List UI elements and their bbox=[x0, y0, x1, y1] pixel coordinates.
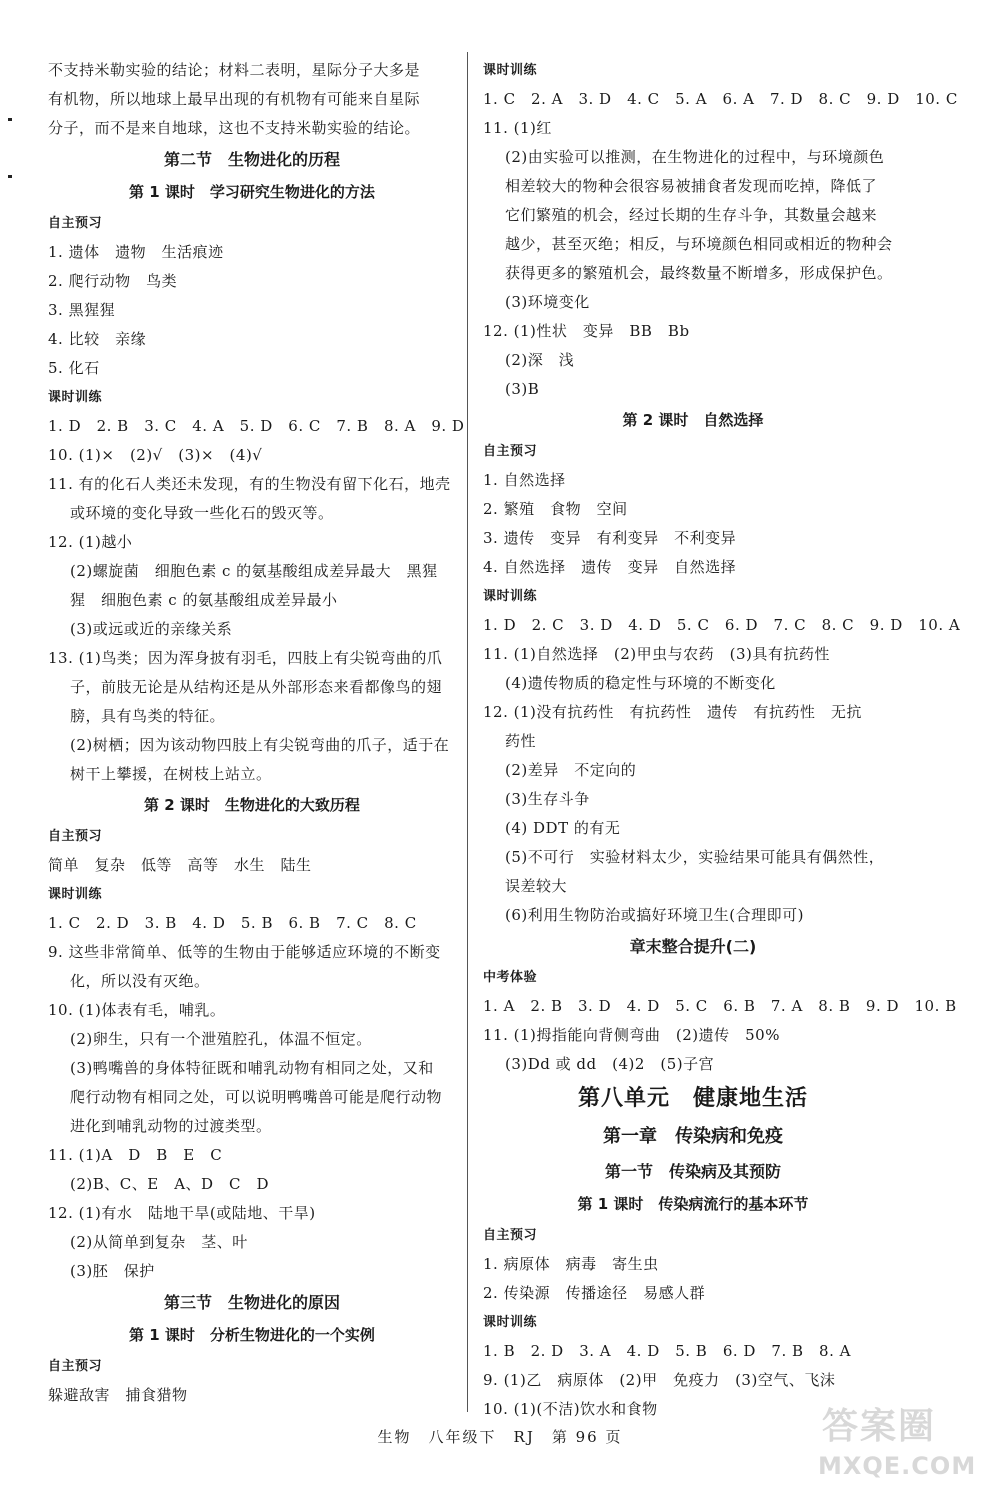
answer-line-indent: (3)胚 保护 bbox=[70, 1262, 155, 1280]
page-footer: 生物 八年级下 RJ 第 96 页 bbox=[377, 1428, 623, 1446]
section-label: 自主预习 bbox=[483, 1228, 538, 1243]
answer-line: 4. 自然选择 遗传 变异 自然选择 bbox=[483, 558, 737, 576]
answer-line-indent: (4)遗传物质的稳定性与环境的不断变化 bbox=[505, 674, 776, 692]
answer-line: 10. (1)× (2)√ (3)× (4)√ bbox=[48, 446, 263, 464]
answer-line-indent: 树干上攀援，在树枝上站立。 bbox=[70, 765, 272, 783]
answer-line: 10. (1)(不洁)饮水和食物 bbox=[483, 1400, 658, 1418]
column-divider bbox=[467, 52, 468, 1412]
answer-line: 12. (1)有水 陆地干旱(或陆地、干旱) bbox=[48, 1204, 316, 1222]
answer-line: 不支持米勒实验的结论；材料二表明，星际分子大多是 bbox=[48, 61, 421, 79]
section-label: 自主预习 bbox=[48, 1359, 103, 1374]
answer-line: 4. 比较 亲缘 bbox=[48, 330, 147, 348]
watermark-url: MXQE.COM bbox=[818, 1452, 977, 1480]
section-heading: 章末整合提升(二) bbox=[629, 937, 757, 956]
answer-line-indent: (3)B bbox=[505, 380, 540, 398]
answer-line: 11. 有的化石人类还未发现，有的生物没有留下化石，地壳 bbox=[48, 475, 451, 493]
section-label: 课时训练 bbox=[483, 63, 538, 78]
answer-line-indent: (5)不可行 实验材料太少，实验结果可能具有偶然性， bbox=[505, 848, 885, 866]
answer-line-indent: (2)卵生，只有一个泄殖腔孔，体温不恒定。 bbox=[70, 1030, 372, 1048]
answer-line-indent: 越少，甚至灭绝；相反，与环境颜色相同或相近的物种会 bbox=[505, 235, 893, 253]
answer-line-indent: 膀，具有鸟类的特征。 bbox=[70, 707, 226, 725]
answer-line-indent: 相差较大的物种会很容易被捕食者发现而吃掉，降低了 bbox=[505, 177, 878, 195]
answer-line-indent: (2)从简单到复杂 茎、叶 bbox=[70, 1233, 248, 1251]
watermark bbox=[812, 1398, 992, 1493]
answer-line-indent: 获得更多的繁殖机会，最终数量不断增多，形成保护色。 bbox=[505, 264, 893, 282]
left-column bbox=[48, 56, 465, 1410]
answer-line: 12. (1)越小 bbox=[48, 533, 133, 551]
answer-line-indent: 或环境的变化导致一些化石的毁灭等。 bbox=[70, 504, 334, 522]
answer-line-indent: (2)螺旋菌 细胞色素 c 的氨基酸组成差异最大 黑猩 bbox=[70, 562, 438, 580]
lesson-heading: 第 1 课时 传染病流行的基本环节 bbox=[577, 1195, 809, 1213]
answer-line-indent: (3)生存斗争 bbox=[505, 790, 590, 808]
answer-line: 12. (1)性状 变异 BB Bb bbox=[483, 322, 690, 340]
answer-line-indent: 子，前肢无论是从结构还是从外部形态来看都像鸟的翅 bbox=[70, 678, 443, 696]
answer-line: 10. (1)体表有毛，哺乳。 bbox=[48, 1001, 226, 1019]
answer-line-indent: 爬行动物有相同之处，可以说明鸭嘴兽可能是爬行动物 bbox=[70, 1088, 443, 1106]
answer-line-indent: (2)深 浅 bbox=[505, 351, 575, 369]
answer-line-indent: (2)由实验可以推测，在生物进化的过程中，与环境颜色 bbox=[505, 148, 885, 166]
answer-line: 11. (1)自然选择 (2)甲虫与农药 (3)具有抗药性 bbox=[483, 645, 830, 663]
answer-line: 1. A 2. B 3. D 4. D 5. C 6. B 7. A 8. B 9. D 10. B bbox=[483, 997, 957, 1015]
section-label: 课时训练 bbox=[48, 887, 103, 902]
answer-line: 13. (1)鸟类；因为浑身披有羽毛，四肢上有尖锐弯曲的爪 bbox=[48, 649, 443, 667]
answer-line: 有机物，所以地球上最早出现的有机物有可能来自星际 bbox=[48, 90, 421, 108]
lesson-heading: 第 1 课时 分析生物进化的一个实例 bbox=[129, 1326, 375, 1344]
answer-line: 3. 黑猩猩 bbox=[48, 301, 116, 319]
answer-line: 12. (1)没有抗药性 有抗药性 遗传 有抗药性 无抗 bbox=[483, 703, 862, 721]
answer-line-indent: (4) DDT 的有无 bbox=[505, 819, 621, 837]
answer-line: 1. 遗体 遗物 生活痕迹 bbox=[48, 243, 224, 261]
section-label: 自主预习 bbox=[48, 216, 103, 231]
answer-line: 躲避敌害 捕食猎物 bbox=[48, 1386, 188, 1404]
answer-line: 11. (1)A D B E C bbox=[48, 1146, 223, 1164]
answer-line: 分子，而不是来自地球，这也不支持米勒实验的结论。 bbox=[48, 119, 421, 137]
answer-line-indent: (6)利用生物防治或搞好环境卫生(合理即可) bbox=[505, 906, 804, 924]
section-label: 中考体验 bbox=[483, 970, 538, 985]
answer-line: 1. C 2. A 3. D 4. C 5. A 6. A 7. D 8. C 9. D 10. C bbox=[483, 90, 958, 108]
scan-mark bbox=[8, 175, 12, 178]
scan-mark bbox=[8, 118, 12, 121]
answer-line: 1. B 2. D 3. A 4. D 5. B 6. D 7. B 8. A bbox=[483, 1342, 851, 1360]
section-heading: 第三节 生物进化的原因 bbox=[163, 1293, 340, 1312]
watermark-logo: 答案圈 bbox=[822, 1406, 937, 1447]
section-heading: 第一节 传染病及其预防 bbox=[604, 1162, 781, 1181]
answer-line: 2. 传染源 传播途径 易感人群 bbox=[483, 1284, 706, 1302]
answer-line-indent: 进化到哺乳动物的过渡类型。 bbox=[70, 1117, 272, 1135]
section-label: 课时训练 bbox=[483, 1315, 538, 1330]
answer-line: 1. C 2. D 3. B 4. D 5. B 6. B 7. C 8. C bbox=[48, 914, 417, 932]
answer-line: 9. 这些非常简单、低等的生物由于能够适应环境的不断变 bbox=[48, 943, 441, 961]
unit-heading: 第八单元 健康地生活 bbox=[577, 1086, 808, 1111]
answer-line: 简单 复杂 低等 高等 水生 陆生 bbox=[48, 856, 312, 874]
answer-line: 11. (1)红 bbox=[483, 119, 552, 137]
answer-line-indent: (2)B、C、E A、D C D bbox=[70, 1175, 270, 1193]
answer-line: 9. (1)乙 病原体 (2)甲 免疫力 (3)空气、飞沫 bbox=[483, 1371, 836, 1389]
answer-line-indent: 药性 bbox=[505, 732, 537, 750]
answer-line-indent: 猩 细胞色素 c 的氨基酸组成差异最小 bbox=[70, 591, 338, 609]
answer-line-indent: (2)树栖；因为该动物四肢上有尖锐弯曲的爪子，适于在 bbox=[70, 736, 450, 754]
chapter-heading: 第一章 传染病和免疫 bbox=[603, 1126, 783, 1147]
right-column bbox=[483, 56, 961, 1424]
answer-line-indent: 它们繁殖的机会，经过长期的生存斗争，其数量会越来 bbox=[505, 206, 878, 224]
section-heading: 第二节 生物进化的历程 bbox=[163, 150, 340, 169]
answer-line: 1. D 2. C 3. D 4. D 5. C 6. D 7. C 8. C 9. D 10. A bbox=[483, 616, 961, 634]
section-label: 自主预习 bbox=[48, 829, 103, 844]
answer-line-indent: 误差较大 bbox=[505, 877, 568, 895]
section-label: 自主预习 bbox=[483, 444, 538, 459]
answer-line: 1. 自然选择 bbox=[483, 471, 566, 489]
lesson-heading: 第 1 课时 学习研究生物进化的方法 bbox=[129, 183, 375, 201]
answer-line: 2. 爬行动物 鸟类 bbox=[48, 272, 178, 290]
answer-line: 2. 繁殖 食物 空间 bbox=[483, 500, 628, 518]
section-label: 课时训练 bbox=[483, 589, 538, 604]
answer-line-indent: (3)鸭嘴兽的身体特征既和哺乳动物有相同之处，又和 bbox=[70, 1059, 434, 1077]
answer-line-indent: (2)差异 不定向的 bbox=[505, 761, 637, 779]
answer-line-indent: (3)Dd 或 dd (4)2 (5)子宫 bbox=[505, 1055, 715, 1073]
lesson-heading: 第 2 课时 生物进化的大致历程 bbox=[144, 796, 360, 814]
answer-line: 3. 遗传 变异 有利变异 不利变异 bbox=[483, 529, 737, 547]
answer-line: 11. (1)拇指能向背侧弯曲 (2)遗传 50% bbox=[483, 1026, 780, 1044]
lesson-heading: 第 2 课时 自然选择 bbox=[622, 411, 764, 429]
answer-line: 1. 病原体 病毒 寄生虫 bbox=[483, 1255, 659, 1273]
answer-line: 5. 化石 bbox=[48, 359, 100, 377]
answer-line-indent: (3)环境变化 bbox=[505, 293, 590, 311]
answer-line: 1. D 2. B 3. C 4. A 5. D 6. C 7. B 8. A 9. D bbox=[48, 417, 465, 435]
section-label: 课时训练 bbox=[48, 390, 103, 405]
answer-line-indent: 化，所以没有灭绝。 bbox=[70, 972, 210, 990]
answer-line-indent: (3)或远或近的亲缘关系 bbox=[70, 620, 233, 638]
